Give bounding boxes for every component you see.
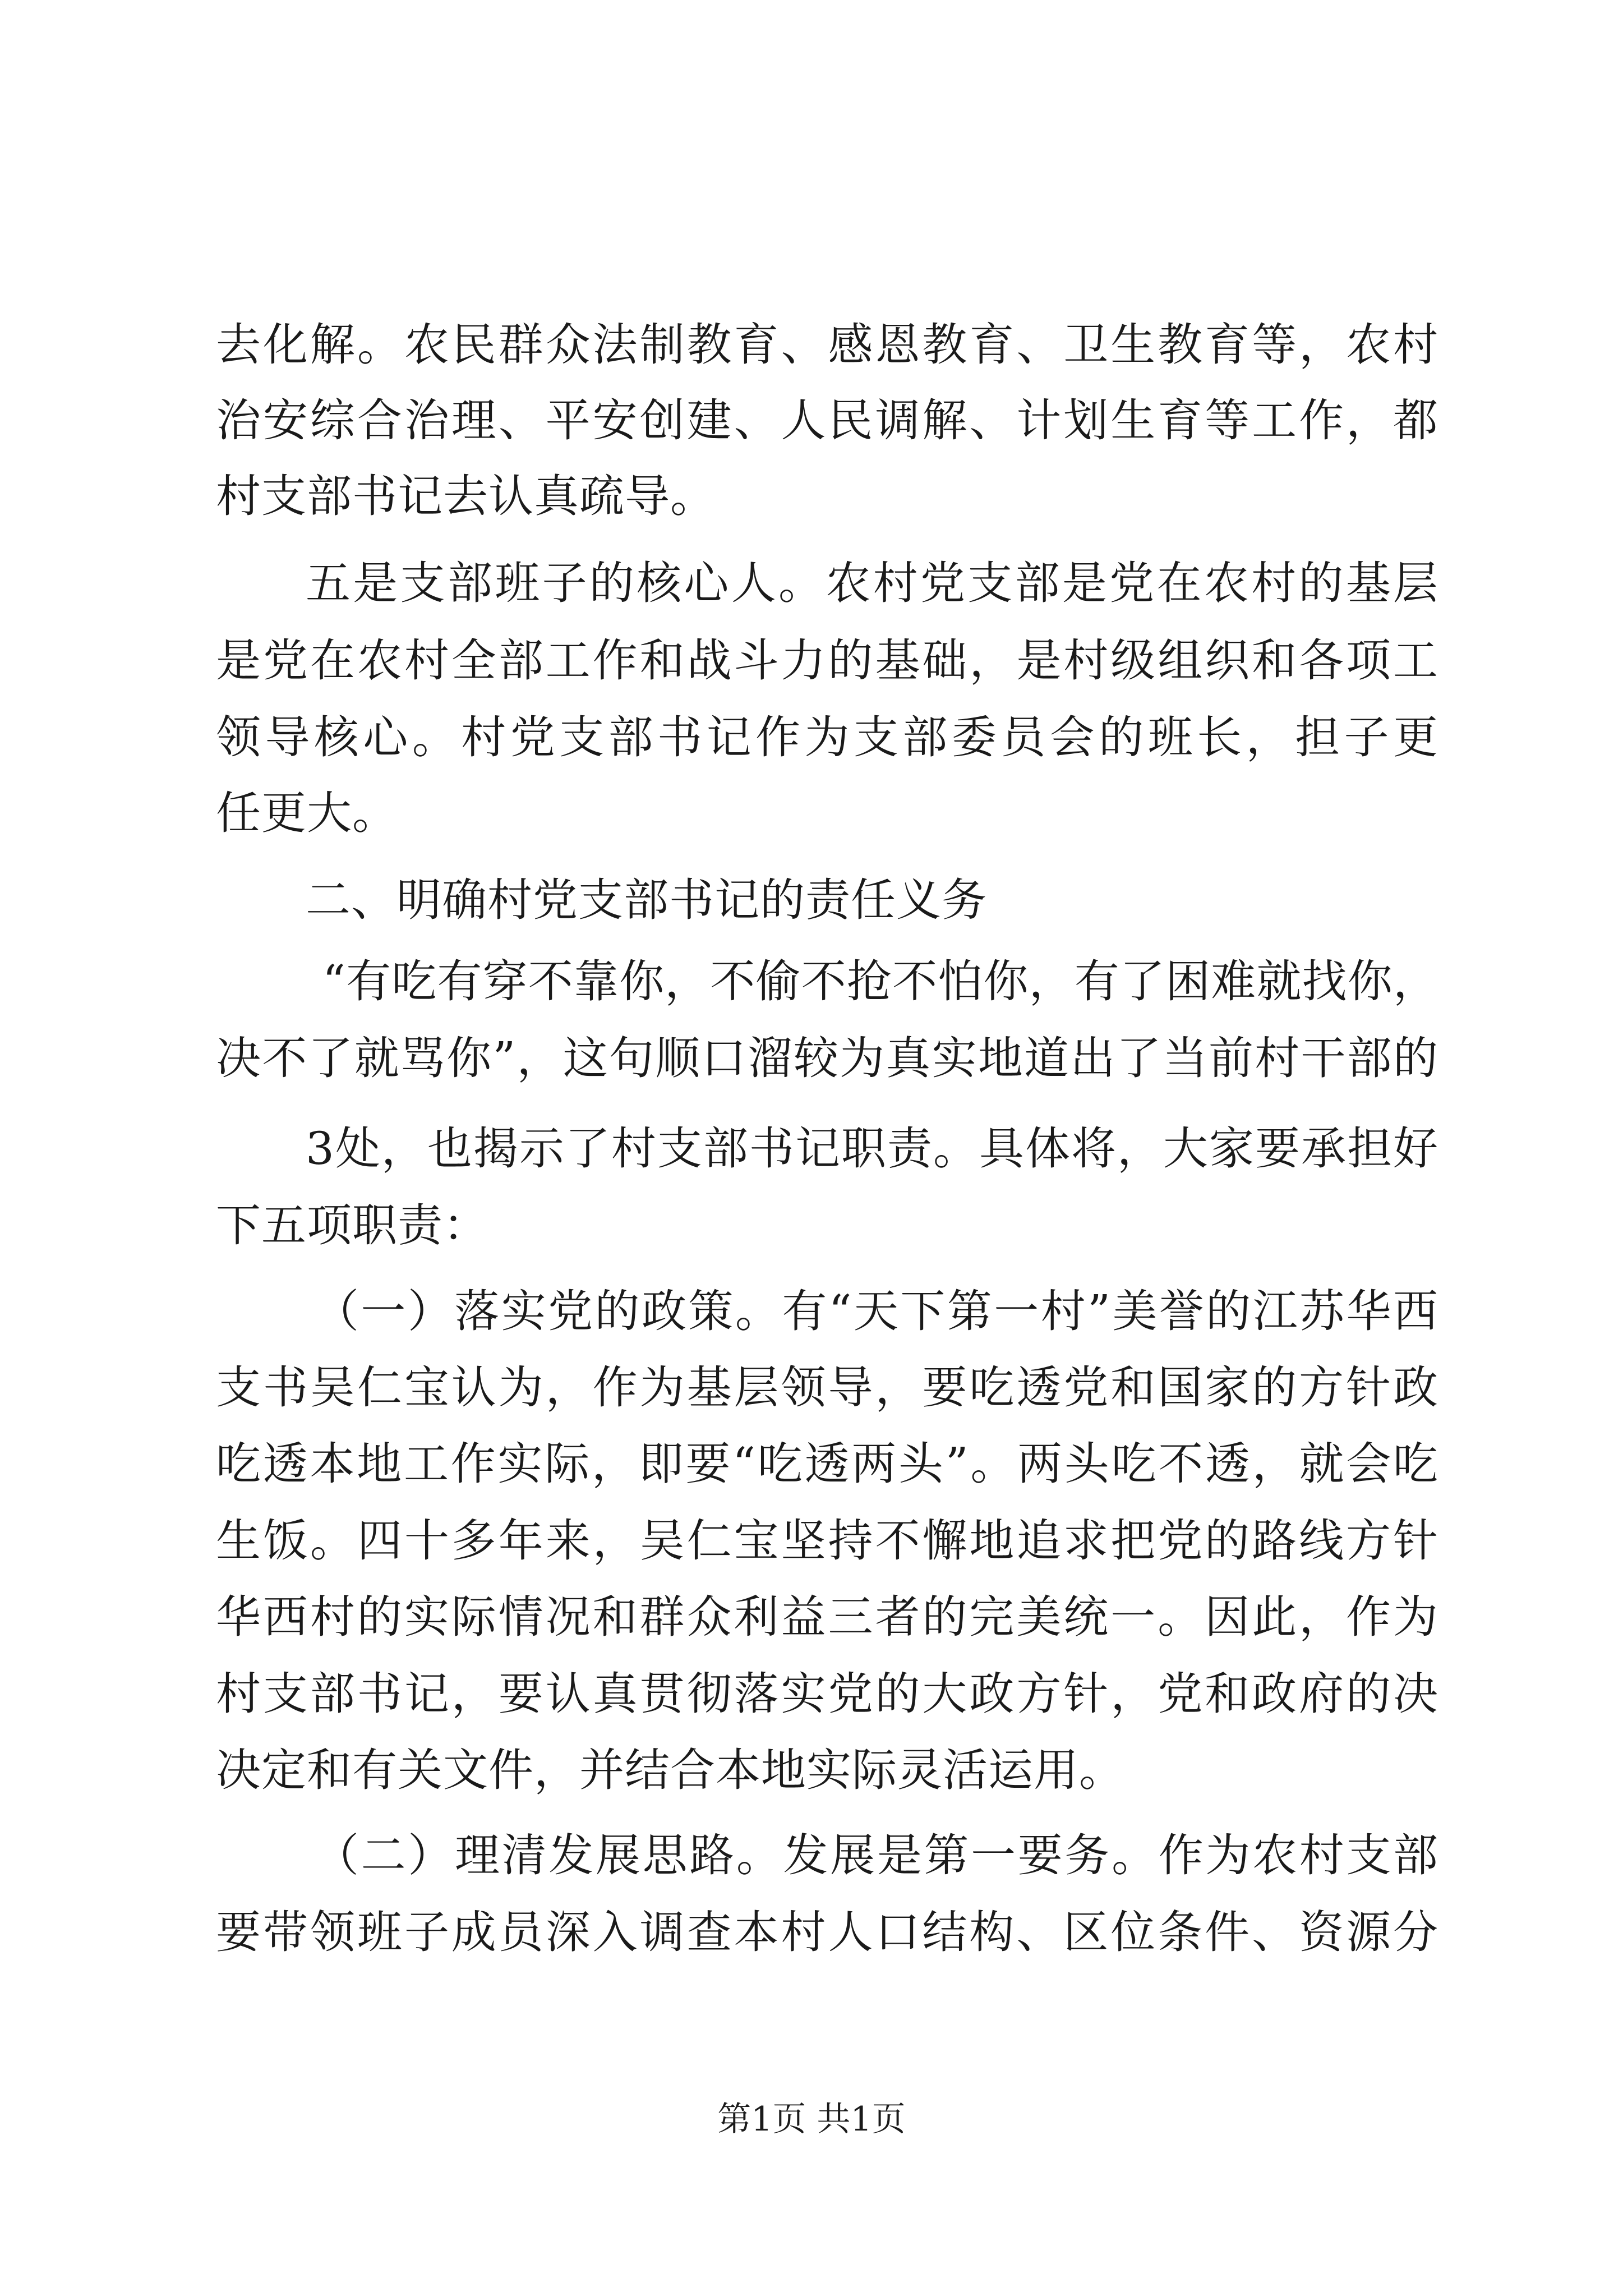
text-line: 吃透本地工作实际，即要“吃透两头”。两头吃不透，就会吃 — [216, 1438, 1438, 1490]
text-line: 决定和有关文件，并结合本地实际灵活运用。 — [216, 1744, 1124, 1796]
text-line: “有吃有穿不靠你，不偷不抢不怕你，有了困难就找你， — [322, 955, 1438, 1007]
section-heading: 二、明确村党支部书记的责任义务 — [306, 874, 987, 926]
text-line: 五是支部班子的核心人。农村党支部是党在农村的基层 — [306, 557, 1438, 609]
text-line: 下五项职责： — [216, 1199, 488, 1251]
text-line: 华西村的实际情况和群众利益三者的完美统一。因此，作为 — [216, 1591, 1438, 1643]
text-line: 领导核心。村党支部书记作为支部委员会的班长，担子更 — [216, 711, 1438, 763]
text-line: 村支部书记去认真疏导。 — [216, 470, 716, 522]
text-line: 要带领班子成员深入调查本村人口结构、区位条件、资源分 — [216, 1906, 1438, 1958]
text-line: 去化解。农民群众法制教育、感恩教育、卫生教育等，农村 — [216, 319, 1438, 371]
text-line: 村支部书记，要认真贯彻落实党的大政方针，党和政府的决 — [216, 1668, 1438, 1720]
text-line: 决不了就骂你”，这句顺口溜较为真实地道出了当前村干部的 — [216, 1032, 1438, 1084]
text-line: 是党在农村全部工作和战斗力的基础，是村级组织和各项工 — [216, 634, 1438, 687]
page-footer: 第1页 共1页 — [717, 2100, 906, 2139]
text-line: 生饭。四十多年来，吴仁宝坚持不懈地追求把党的路线方针 — [216, 1515, 1438, 1567]
text-line: 治安综合治理、平安创建、人民调解、计划生育等工作，都 — [216, 394, 1438, 447]
text-line: （一）落实党的政策。有“天下第一村”美誉的江苏华西 — [314, 1285, 1438, 1337]
text-line: 支书吴仁宝认为，作为基层领导，要吃透党和国家的方针政 — [216, 1361, 1438, 1414]
text-line: 任更大。 — [216, 787, 398, 839]
text-line: （二）理清发展思路。发展是第一要务。作为农村支部 — [314, 1829, 1438, 1881]
text-line: 3处，也揭示了村支部书记职责。具体将，大家要承担好 — [306, 1122, 1438, 1175]
